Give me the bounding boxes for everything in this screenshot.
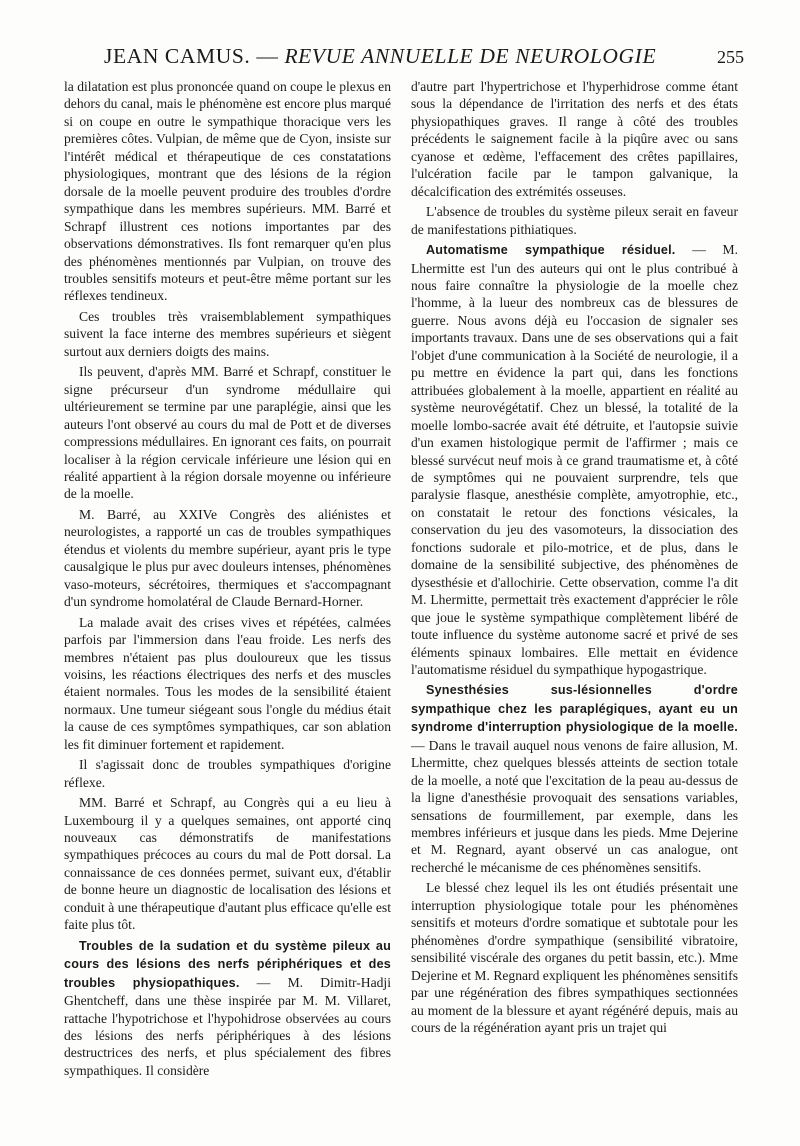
section-paragraph xyxy=(64,937,391,1080)
section-paragraph xyxy=(411,681,738,876)
paragraph: M. Barré, au XXIVe Congrès des aliénistes et neurologistes, a rapporté un cas de troubles sympathiques étendus et violents du membre supérieur, ayant pris le type causalgique le plus pur avec douleurs intenses, phénomènes vaso-moteurs, sécrétoires, thermiques et s'accompagnant d'un syndrome homolatéral de Claude Bernard-Horner. xyxy=(64,506,391,610)
running-title xyxy=(104,44,656,69)
section-heading: Troubles de la sudation et du système pileux au cours des lésions des nerfs périphériques et des troubles physiopathiques. xyxy=(64,938,391,990)
header-author: JEAN CAMUS. xyxy=(104,44,251,68)
section-text: — Dans le travail auquel nous venons de faire allusion, M. Lhermitte, chez quelques blessés atteints de section totale de la moelle, a noté que l'excitation de la peau au-dessus de la ligne d'anesthésie provoquait des sensations variables, sensations de fourmillement, par exemple, dans les membres inférieurs et jusque dans les pieds. Mme Dejerine et M. Regnard, ayant observé un cas analogue, ont recherché le mécanisme de ces phénomènes sensitifs. xyxy=(411,737,738,875)
paragraph: Il s'agissait donc de troubles sympathiques d'origine réflexe. xyxy=(64,757,391,790)
paragraph: MM. Barré et Schrapf, au Congrès qui a eu lieu à Luxembourg il y a quelques semaines, ont apporté cinq nouveaux cas démonstratifs de manifestations sympathiques précoces au cours du mal de Pott dorsal. La connaissance de ces données permet, suivant eux, d'établir de bonne heure un diagnostic de localisation des lésions et conduit à une thérapeutique d'autant plus efficace qu'elle est faite plus tôt. xyxy=(64,795,391,933)
right-column xyxy=(411,78,738,1039)
paragraph: Ces troubles très vraisemblablement sympathiques suivent la face interne des membres supérieurs et siègent surtout aux derniers doigts des mains. xyxy=(64,308,391,359)
paragraph: Le blessé chez lequel ils les ont étudiés présentait une interruption physiologique totale pour les phénomènes sensitifs et moteurs d'ordre somatique et subtotale pour les phénomènes d'ordre sympathique (sensibilité vibratoire, sensibilité viscérale des organes du petit bassin, etc.). Mme Dejerine et M. Regnard expliquent les phénomènes sensitifs par une régénération des fibres sympathiques sectionnées au moment de la blessure et ayant régénéré depuis, mais au cours de la régénération ayant pris un trajet qui xyxy=(411,880,738,1036)
left-column xyxy=(64,78,391,1082)
page-number: 255 xyxy=(717,47,744,67)
header-journal: REVUE ANNUELLE DE NEUROLOGIE xyxy=(284,44,657,68)
paragraph: L'absence de troubles du système pileux serait en faveur de manifestations pithiatiques. xyxy=(411,204,738,237)
section-text: — M. Lhermitte est l'un des auteurs qui ont le plus contribué à nous faire connaître la physiologie de la moelle chez l'homme, à la lueur des nombreux cas de blessures de guerre. Nous avons déjà eu l'occasion de signaler ses importants travaux. Dans une de ses observations qui a fait l'objet d'une communication à la Société de neurologie, il a pu mettre en évidence la part qui, dans les fonctions attribuées globalement à la moelle, appartient en réalité au système neurovégétatif. Chez un blessé, la totalité de la moelle lombo-sacrée avait été détruite, et l'autopsie suivie d'un examen histologique permit de l'affirmer ; mais ce blessé survécut neuf mois à ce grand traumatisme et, à côté de symptômes qui ne pouvaient surprendre, tels que paralysie flasque, anesthésie complète, amyotrophie, etc., on constatait le retour des fonctions vésicales, la conservation du jeu des vasomoteurs, la dissociation des fonctions sudorale et pilo-motrice, et de plus, dans le domaine de la sensibilité subjective, des phénomènes de dysesthésie et d'allochirie. Cette observation, comme l'a dit M. Lhermitte, permettait très exactement d'apprécier le rôle que joue le système sympathique complètement libéré de toute influence du système autonome sacré et privé de ses éléments spinaux lombaires. Elle mettait en évidence l'automatisme résiduel du sympathique hypogastrique. xyxy=(411,242,738,677)
paragraph: Ils peuvent, d'après MM. Barré et Schrapf, constituer le signe précurseur d'un syndrome médullaire qui ultérieurement se termine par une paraplégie, ainsi que les auteurs l'ont observé au cours du mal de Pott et de diverses compressions médullaires. En ignorant ces faits, on pourrait localiser à la région cervicale inférieure une lésion qui en réalité appartient à la région dorsale moyenne ou inférieure de la moelle. xyxy=(64,364,391,502)
section-text: — M. Dimitr-Hadji Ghentcheff, dans une thèse inspirée par M. M. Villaret, rattache l'hypotrichose et l'hypohidrose observées au cours des lésions des nerfs périphériques à des lésions destructrices des nerfs, et plus spécialement des fibres sympathiques. Il considère xyxy=(64,974,391,1078)
section-heading: Automatisme sympathique résiduel. xyxy=(426,243,676,258)
running-head xyxy=(64,44,744,70)
paragraph: d'autre part l'hypertrichose et l'hyperhidrose comme étant sous la dépendance de l'irritation des nerfs et des états physiopathiques graves. Il range à côté des troubles précédents le saignement facile à la piqûre avec ou sans cyanose et œdème, l'effacement des crêtes papillaires, l'ulcération facile par le tampon galvanique, la décalcification des extrémités osseuses. xyxy=(411,79,738,199)
header-separator: — xyxy=(250,44,285,68)
section-paragraph xyxy=(411,241,738,678)
paragraph: La malade avait des crises vives et répétées, calmées parfois par l'immersion dans l'eau froide. Les nerfs des membres n'étaient pas plus douloureux que les tissus voisins, les réactions électriques des nerfs et des muscles étaient normales. Tous les modes de la sensibilité étaient normaux. Une tumeur siégeant sous l'ongle du médius était la cause de ces symptômes sympathiques, car son ablation les fit diminuer fortement et rapidement. xyxy=(64,614,391,752)
section-heading: Synesthésies sus-lésionnelles d'ordre sympathique chez les paraplégiques, ayant eu un syndrome d'interruption physiologique de la moelle. xyxy=(411,683,738,735)
paragraph: la dilatation est plus prononcée quand on coupe le plexus en dehors du canal, mais le phénomène est encore plus marqué si on coupe en outre le sympathique thoracique vers les premières côtes. Vulpian, de même que de Cyon, insiste sur l'intérêt médical et thérapeutique de ces constatations physiologiques, montrant que des lésions de la région dorsale de la moelle peuvent produire des troubles d'ordre sympathique dans les membres supérieurs. MM. Barré et Schrapf illustrent ces notions importantes par des observations démonstratives. Ils font remarquer qu'en plus des phénomènes mentionnés par Vulpian, on trouve des troubles sensitifs moteurs et peut-être même portant sur les réflexes tendineux. xyxy=(64,79,391,304)
